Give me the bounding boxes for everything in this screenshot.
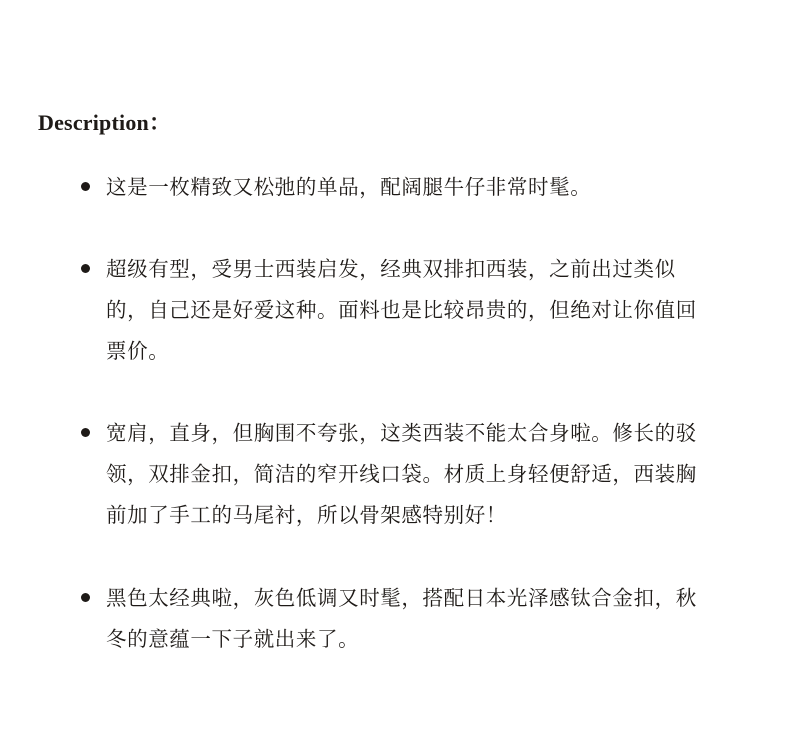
list-item-text: 这是一枚精致又松弛的单品，配阔腿牛仔非常时髦。 xyxy=(106,175,592,199)
bullet-icon xyxy=(81,264,90,273)
list-item-text: 宽肩，直身，但胸围不夸张，这类西装不能太合身啦。修长的驳领，双排金扣，简洁的窄开线口袋。材质上身轻便舒适，西装胸前加了手工的马尾衬，所以骨架感特别好！ xyxy=(106,421,697,527)
bullet-icon xyxy=(81,182,90,191)
description-title: Description xyxy=(38,110,149,135)
list-item-text: 黑色太经典啦，灰色低调又时髦，搭配日本光泽感钛合金扣，秋冬的意蕴一下子就出来了。 xyxy=(106,586,697,651)
bullet-icon xyxy=(81,593,90,602)
bullet-icon xyxy=(81,428,90,437)
list-item-text: 超级有型，受男士西装启发，经典双排扣西装，之前出过类似的，自己还是好爱这种。面料也是比较昂贵的，但绝对让你值回票价。 xyxy=(106,257,697,363)
description-colon: ： xyxy=(148,110,172,135)
